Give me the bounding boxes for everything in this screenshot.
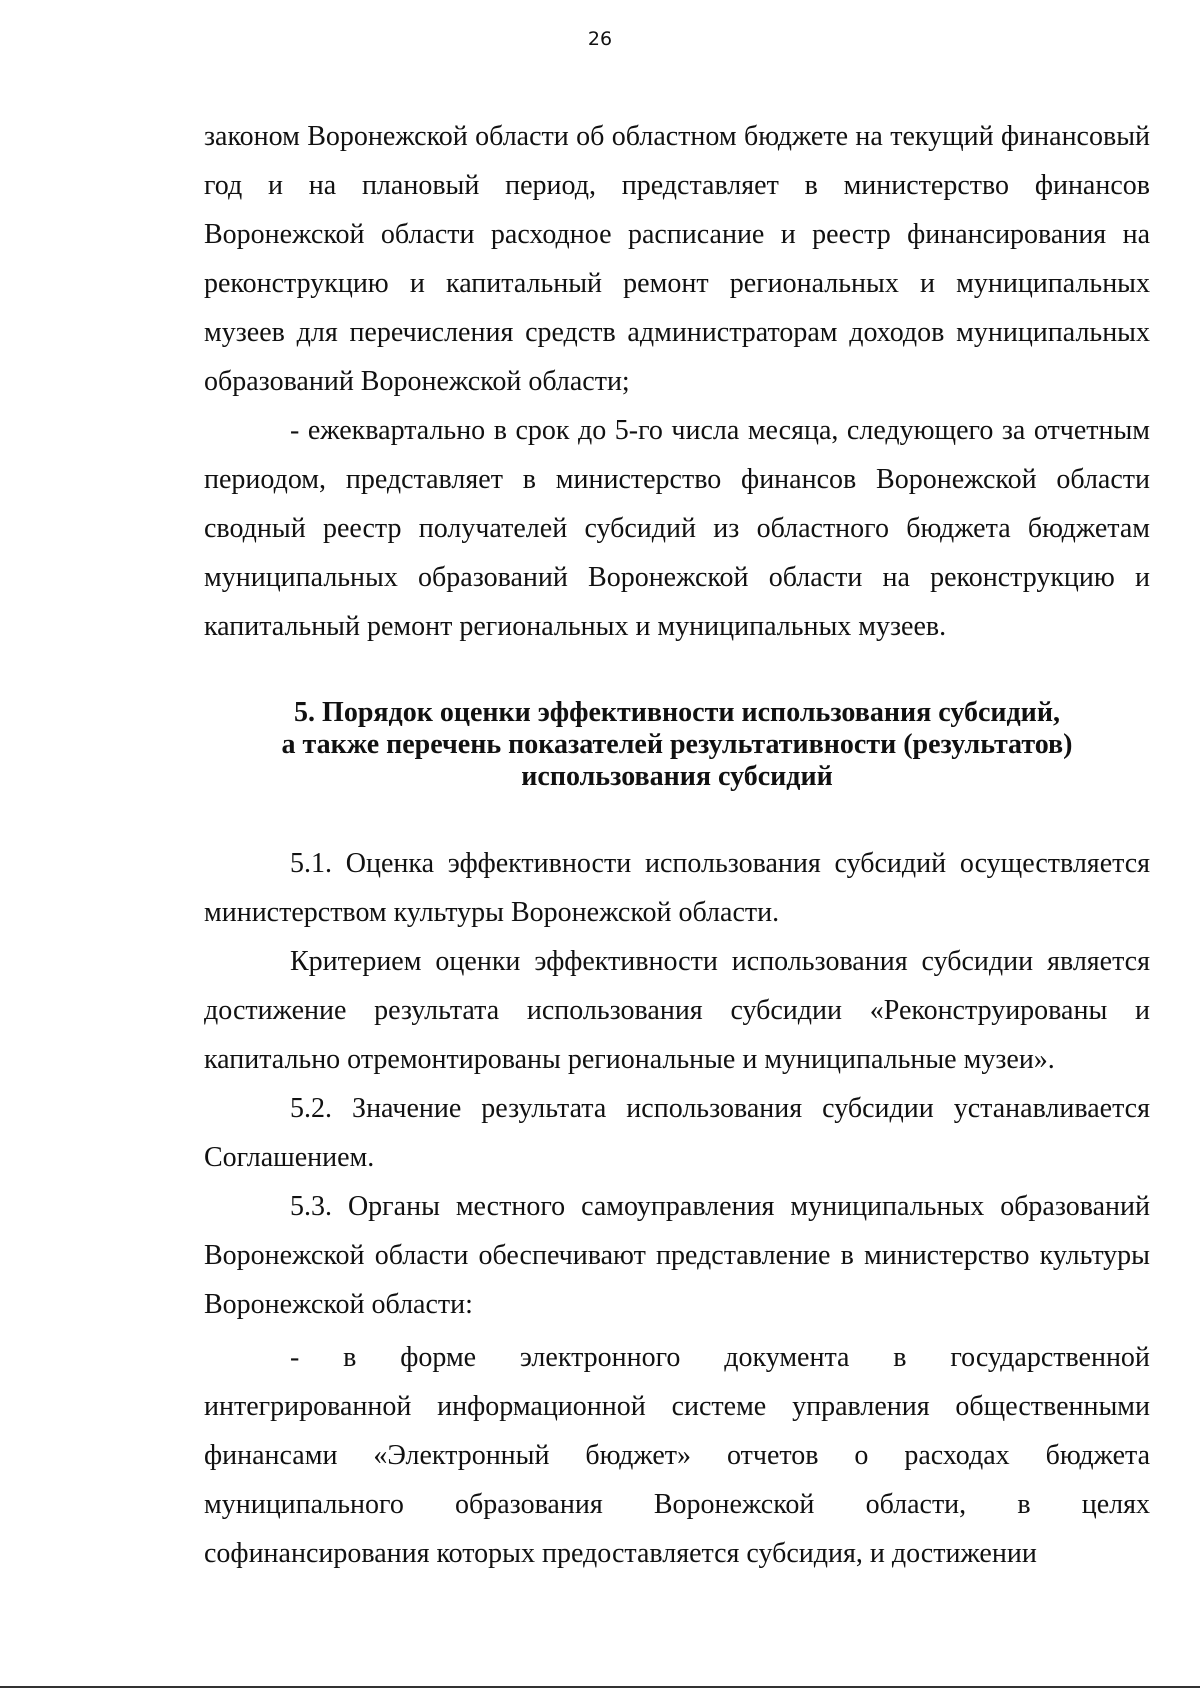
word: в bbox=[893, 1342, 907, 1373]
word: документа bbox=[724, 1342, 850, 1373]
bottom-rule bbox=[0, 1686, 1200, 1688]
paragraph: 5.1. Оценка эффективности использования субсидий осуществляется министерством культуры Воронежской области. bbox=[204, 848, 1150, 928]
word: форме bbox=[400, 1342, 477, 1373]
paragraph: Критерием оценки эффективности использования субсидии является достижение результата использования субсидии «Реконструированы и капитально отремонтированы региональные и муниципальные музеи». bbox=[204, 946, 1150, 1075]
paragraph: - ежеквартально в срок до 5-го числа месяца, следующего за отчетным периодом, представляет в министерство финансов Воронежской области сводный реестр получателей субсидий из областного бюджета бюджетам муниципальных образований Воронежской области на реконструкцию и капитальный ремонт региональных и муниципальных музеев. bbox=[204, 415, 1150, 642]
word: в bbox=[343, 1342, 357, 1373]
section-heading-line: 5. Порядок оценки эффективности использования субсидий, bbox=[294, 697, 1060, 728]
paragraph: 5.2. Значение результата использования субсидии устанавливается Соглашением. bbox=[204, 1093, 1150, 1173]
document-body bbox=[204, 112, 1150, 1578]
list-item-first-line bbox=[204, 1333, 1150, 1382]
paragraph: законом Воронежской области об областном бюджете на текущий финансовый год и на плановый период, представляет в министерство финансов Воронежской области расходное расписание и реестр финансирования на реконструкцию и капитальный ремонт региональных и муниципальных музеев для перечисления средств администраторам доходов муниципальных образований Воронежской области; bbox=[204, 121, 1150, 397]
section-heading-line: а также перечень показателей результативности (результатов) bbox=[281, 729, 1073, 760]
page-number: 26 bbox=[587, 28, 613, 50]
word: государственной bbox=[950, 1342, 1150, 1373]
section-heading bbox=[204, 697, 1150, 793]
section-heading-line: использования субсидий bbox=[521, 761, 833, 792]
list-dash: - bbox=[290, 1342, 300, 1373]
paragraph: интегрированной информационной системе управления общественными финансами «Электронный бюджет» отчетов о расходах бюджета муниципального образования Воронежской области, в целях софинансирования которых предоставляется субсидия, и достижении bbox=[204, 1391, 1150, 1569]
word: электронного bbox=[519, 1342, 681, 1373]
paragraph: 5.3. Органы местного самоуправления муниципальных образований Воронежской области обеспечивают представление в министерство культуры Воронежской области: bbox=[204, 1191, 1150, 1320]
